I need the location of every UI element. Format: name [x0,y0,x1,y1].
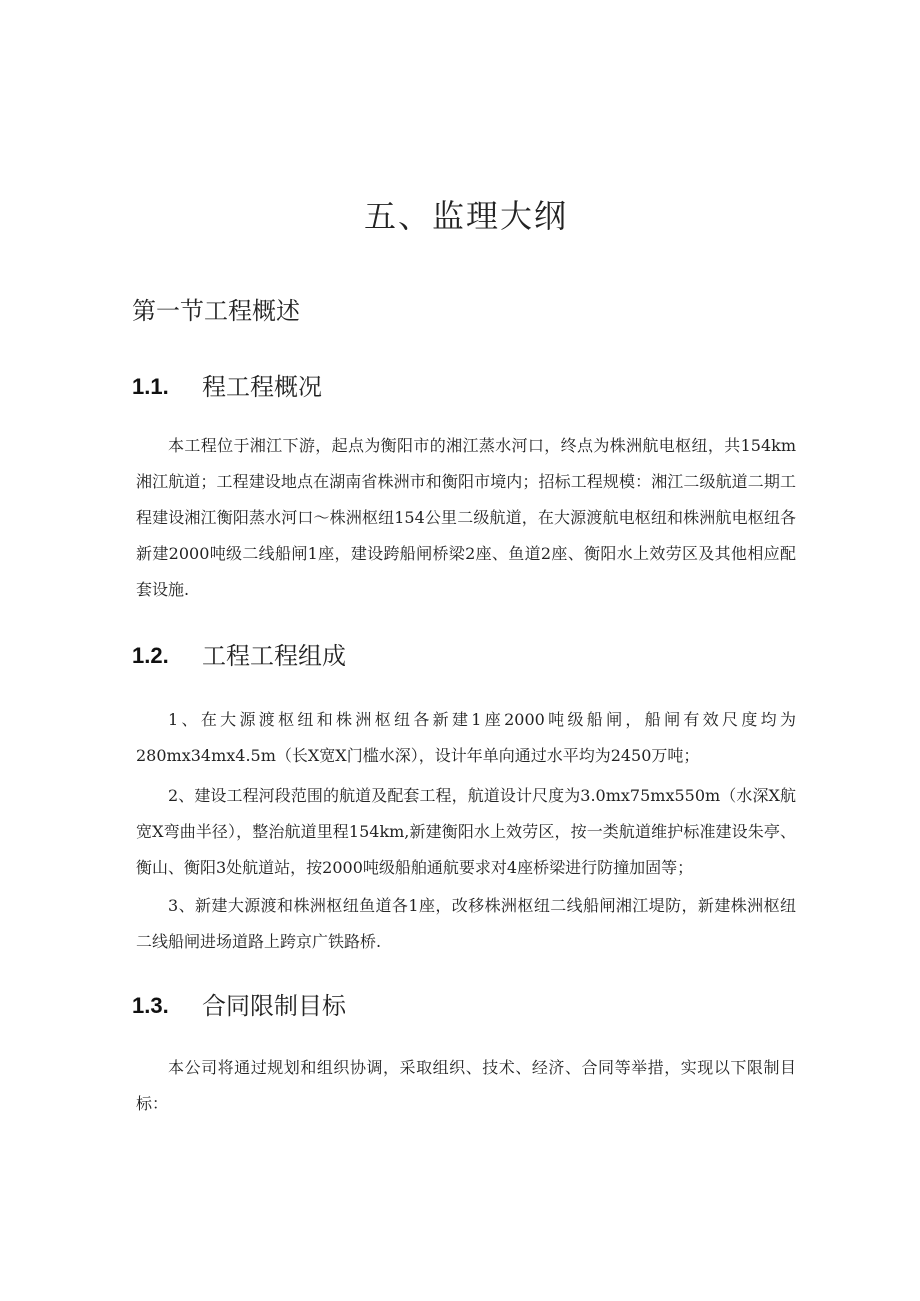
paragraph-composition-item-1: 1、在大源渡枢纽和株洲枢纽各新建1座2000吨级船闸，船闸有效尺度均为280mx34mx4.5m（长X宽X门槛水深），设计年单向通过水平均为2450万吨； [136,710,796,765]
subsection-number: 1.2. [132,643,169,668]
paragraph-composition-item-3: 3、新建大源渡和株洲枢纽鱼道各1座，改移株洲枢纽二线船闸湘江堤防，新建株洲枢纽二线船闸进场道路上跨京广铁路桥. [136,896,796,951]
subsection-title: 程工程概况 [202,373,322,401]
subsection-title: 工程工程组成 [202,642,346,670]
subsection-number: 1.1. [132,374,169,399]
section-title: 第一节工程概述 [132,297,300,325]
subsection-number: 1.3. [132,993,169,1018]
document-title: 五、监理大纲 [363,197,568,235]
paragraph-project-overview: 本工程位于湘江下游，起点为衡阳市的湘江蒸水河口，终点为株洲航电枢纽，共154km湘江航道；工程建设地点在湖南省株洲市和衡阳市境内；招标工程规模：湘江二级航道二期工程建设湘江衡阳蒸水河口～株洲枢纽154公里二级航道，在大源渡航电枢纽和株洲航电枢纽各新建2000吨级二线船闸1座，建设跨船闸桥梁2座、鱼道2座、衡阳水上效劳区及其他相应配套设施. [136,436,796,599]
subsection-title: 合同限制目标 [202,992,346,1020]
paragraph-composition-item-2: 2、建设工程河段范围的航道及配套工程，航道设计尺度为3.0mx75mx550m（水深X航宽X弯曲半径），整治航道里程154km,新建衡阳水上效劳区，按一类航道维护标准建设朱亭、衡山、衡阳3处航道站，按2000吨级船舶通航要求对4座桥梁进行防撞加固等； [136,786,796,877]
paragraph-contract-control-goals: 本公司将通过规划和组织协调，采取组织、技术、经济、合同等举措，实现以下限制目标： [136,1058,796,1113]
